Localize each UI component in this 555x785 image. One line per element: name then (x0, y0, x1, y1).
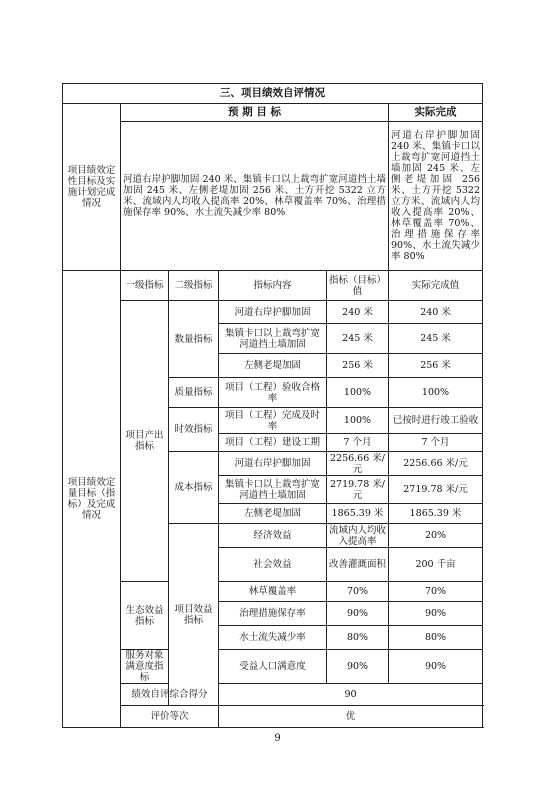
quantity-indicator-label: 数量指标 (169, 301, 219, 378)
table-row-target: 90% (327, 602, 389, 626)
table-row-actual: 7 个月 (389, 434, 483, 452)
table-row-target: 240 米 (327, 301, 389, 324)
social-benefit-label: 社会效益 (219, 548, 327, 582)
table-row-actual: 70% (389, 582, 483, 602)
table-row-target: 1865.39 米 (327, 504, 389, 524)
table-row-actual: 245 米 (389, 324, 483, 354)
satisfaction-indicator-label: 服务对象满意度指标 (121, 650, 169, 684)
table-row-target: 245 米 (327, 324, 389, 354)
page-number: 9 (274, 733, 281, 744)
table-row-content: 改善灌溉面积 (327, 548, 389, 582)
target-header: 指标（目标）值 (327, 271, 389, 301)
ecological-benefit-label: 生态效益指标 (121, 582, 169, 650)
table-row-actual: 2256.66 米/元 (389, 452, 483, 476)
table-row-content: 林草覆盖率 (219, 582, 327, 602)
performance-table (62, 83, 483, 728)
level1-header: 一级指标 (121, 271, 169, 301)
table-row-content: 项目（工程）验收合格率 (219, 378, 327, 408)
table-row-target: 2719.78 米/元 (327, 476, 389, 504)
actual-completion-header: 实际完成 (389, 104, 483, 122)
table-row-content: 水土流失减少率 (219, 626, 327, 650)
table-row-actual: 240 米 (389, 301, 483, 324)
table-row-content: 左侧老堤加固 (219, 354, 327, 378)
actual-header: 实际完成值 (389, 271, 483, 301)
actual-completion-text: 河道右岸护脚加固 240 米、集镇卡口以上裁弯扩宽河道挡土墙加固 245 米、左侧老堤加固 256 米、土方开挖 5322 立方米、流域内人均收入提高率 20%、林草覆盖率 70%、治理措施保存率 90%、水土流失减少率 80% (389, 122, 483, 271)
table-row-actual: 2719.78 米/元 (389, 476, 483, 504)
benefit-indicator-label: 项目效益指标 (169, 524, 219, 706)
grade-label: 评价等次 (121, 706, 219, 728)
table-row-target: 90% (327, 650, 389, 684)
economic-benefit-label: 经济效益 (219, 524, 327, 548)
table-row-target: 200 千亩 (389, 548, 483, 582)
qualitative-row-label: 项目绩效定性目标及实施计划完成情况 (63, 104, 121, 271)
table-row-target: 256 米 (327, 354, 389, 378)
expected-goal-text: 河道右岸护脚加固 240 米、集镇卡口以上裁弯扩宽河道挡土墙加固 245 米、左侧老堤加固 256 米、土方开挖 5322 立方米、流域内人均收入提高率 20%、林草覆盖率 70%、治理措施保存率 90%、水土流失减少率 80% (121, 122, 389, 271)
table-row-target: 2256.66 米/元 (327, 452, 389, 476)
level2-header: 二级指标 (169, 271, 219, 301)
table-row-content: 左侧老堤加固 (219, 504, 327, 524)
score-label: 绩效自评综合得分 (121, 684, 219, 706)
table-row-content: 治理措施保存率 (219, 602, 327, 626)
time-indicator-label: 时效指标 (169, 408, 219, 452)
table-row-content: 集镇卡口以上裁弯扩宽河道挡土墙加固 (219, 324, 327, 354)
quality-indicator-label: 质量指标 (169, 378, 219, 408)
table-row-content: 项目（工程）完成及时率 (219, 408, 327, 434)
grade-value: 优 (219, 706, 483, 728)
table-row-actual: 已按时进行竣工验收 (389, 408, 483, 434)
table-row-target: 100% (327, 378, 389, 408)
table-row-target: 100% (327, 408, 389, 434)
table-row-content: 项目（工程）建设工期 (219, 434, 327, 452)
section-title: 三、项目绩效自评情况 (63, 84, 483, 104)
score-value: 90 (219, 684, 483, 706)
table-row-target: 80% (327, 626, 389, 650)
output-indicator-label: 项目产出指标 (121, 301, 169, 582)
table-row-actual: 1865.39 米 (389, 504, 483, 524)
table-row-content: 流域内人均收入提高率 (327, 524, 389, 548)
table-row-target: 70% (327, 582, 389, 602)
content-header: 指标内容 (219, 271, 327, 301)
table-row-content: 河道右岸护脚加固 (219, 452, 327, 476)
table-row-actual: 100% (389, 378, 483, 408)
cost-indicator-label: 成本指标 (169, 452, 219, 524)
quantitative-row-label: 项目绩效定量目标（指标）及完成情况 (63, 271, 121, 728)
table-row-actual: 90% (389, 650, 483, 684)
table-row-actual: 90% (389, 602, 483, 626)
table-row-target: 20% (389, 524, 483, 548)
table-row-actual: 256 米 (389, 354, 483, 378)
table-row-actual: 80% (389, 626, 483, 650)
table-row-content: 受益人口满意度 (219, 650, 327, 684)
table-row-content: 集镇卡口以上裁弯扩宽河道挡土墙加固 (219, 476, 327, 504)
table-row-content: 河道右岸护脚加固 (219, 301, 327, 324)
expected-goal-header: 预 期 目 标 (121, 104, 389, 122)
table-row-target: 7 个月 (327, 434, 389, 452)
